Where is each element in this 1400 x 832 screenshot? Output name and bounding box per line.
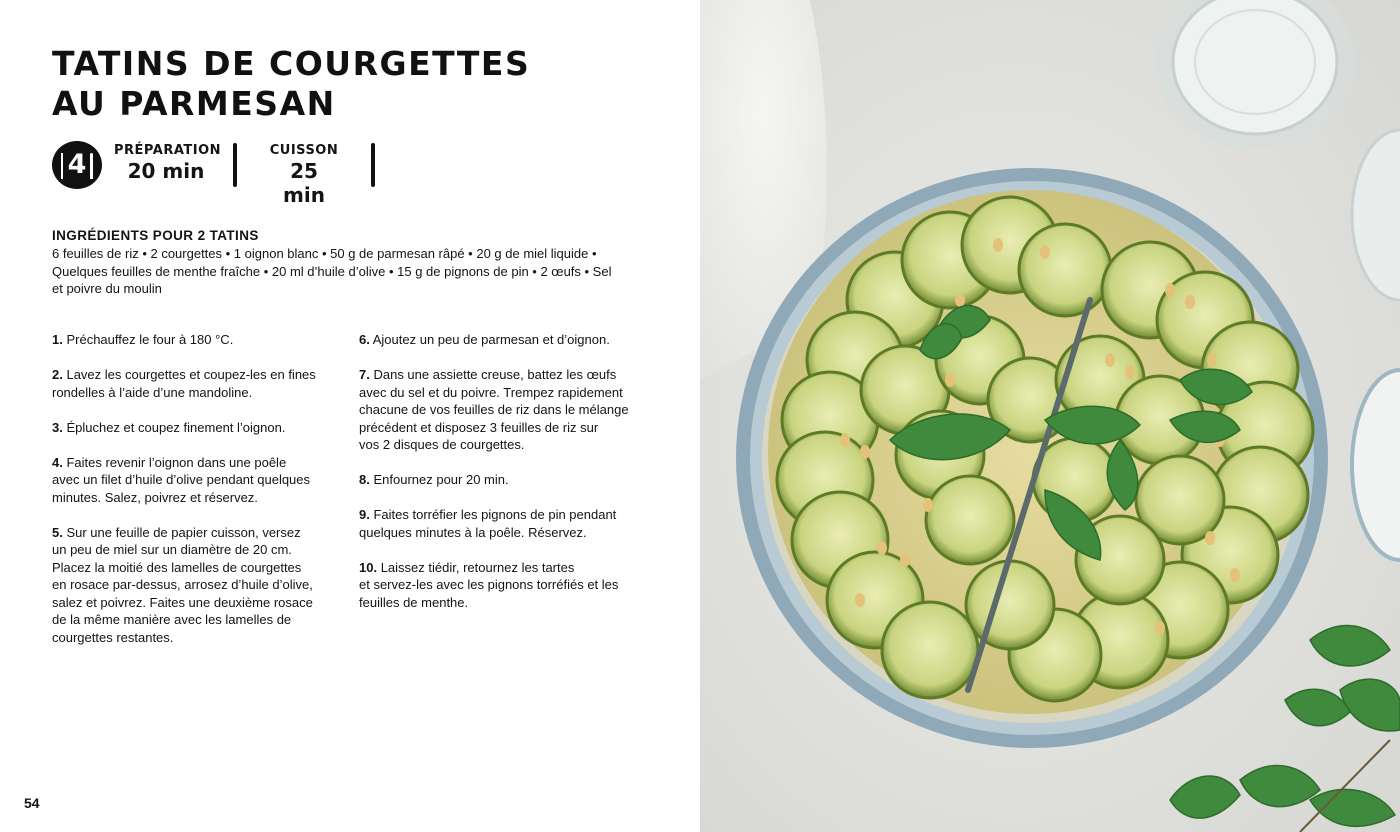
step-line: Épluchez et coupez finement l’oignon. [66,419,286,435]
ingredients-line: 6 feuilles de riz • 2 courgettes • 1 oignon blanc • 50 g de parmesan râpé • 20 g de miel liquide • [52,246,597,261]
food-photo-page [700,0,1400,832]
divider [233,143,237,187]
step-number: 4. [52,454,63,470]
step-line: Lavez les courgettes et coupez-les en fines [66,367,316,382]
steps-column-1 [52,331,337,664]
page-number: 54 [24,795,40,811]
step-line: quelques minutes à la poêle. Réservez. [359,524,587,540]
step-line: salez et poivrez. Faites une deuxième rosace [52,594,313,610]
ingredients-line: et poivre du moulin [52,281,162,296]
ingredients-list [52,245,652,298]
prep-value: 20 min [127,159,205,183]
step-3 [52,419,337,437]
ingredients-line: Quelques feuilles de menthe fraîche • 20 ml d’huile d’olive • 15 g de pignons de pin • 2 œufs • Sel [52,263,612,279]
step-10 [359,559,644,612]
step-line: en rosace par-dessus, arrosez d’huile d’olive, [52,577,313,592]
cook-value: 25 min [283,159,325,207]
recipe-title [52,44,530,124]
step-line: Faites revenir l’oignon dans une poêle [66,454,287,470]
step-line: Dans une assiette creuse, battez les œufs [373,367,617,382]
step-line: avec un filet d’huile d’olive pendant quelques [52,472,311,487]
step-line: vos 2 disques de courgettes. [359,437,525,452]
step-line: courgettes restantes. [52,629,174,645]
servings-badge [52,141,102,189]
divider [371,143,375,187]
step-line: Faites torréfier les pignons de pin pendant [373,507,617,522]
step-number: 6. [359,332,370,347]
step-line: chacune de vos feuilles de riz dans le mélange [359,402,629,417]
prep-label: PRÉPARATION [114,143,222,158]
step-1 [52,331,337,349]
step-line: Laissez tiédir, retournez les tartes [380,559,575,575]
step-number: 3. [52,419,63,435]
step-number: 10. [359,559,378,575]
step-line: Placez la moitié des lamelles de courgettes [52,559,302,575]
ingredients-title: INGRÉDIENTS POUR 2 TATINS [52,228,259,243]
step-line: précédent et disposez 3 feuilles de riz sur [359,419,599,435]
step-9 [359,506,644,541]
cook-time [266,143,342,207]
step-4 [52,454,337,507]
step-5 [52,524,337,647]
steps-column-2 [359,331,644,629]
servings-count: 4 [67,149,87,180]
step-8 [359,471,644,489]
step-number: 2. [52,367,63,382]
step-line: feuilles de menthe. [359,594,469,610]
step-line: et servez-les avec les pignons torréfiés et les [359,577,619,592]
step-line: avec du sel et du poivre. Trempez rapidement [359,384,623,400]
step-7 [359,366,644,454]
step-number: 8. [359,472,370,487]
cook-label: CUISSON [269,143,339,158]
tart-photo [700,0,1400,832]
prep-time [114,143,222,183]
knife-icon [90,153,93,179]
step-line: Sur une feuille de papier cuisson, versez [66,524,301,540]
step-number: 7. [359,367,370,382]
step-number: 9. [359,507,370,522]
step-number: 5. [52,524,63,540]
step-line: Enfournez pour 20 min. [373,472,509,487]
step-line: rondelles à l’aide d’une mandoline. [52,384,253,400]
step-line: Ajoutez un peu de parmesan et d’oignon. [372,332,610,347]
step-2 [52,366,337,401]
step-line: un peu de miel sur un diamètre de 20 cm. [52,542,292,557]
step-line: Préchauffez le four à 180 °C. [66,332,234,347]
step-line: minutes. Salez, poivrez et réservez. [52,489,258,505]
step-6 [359,331,644,349]
title-line-1: TATINS DE COURGETTES [52,44,531,83]
title-line-2: AU PARMESAN [52,84,336,123]
step-number: 1. [52,332,63,347]
step-line: de la même manière avec les lamelles de [52,612,292,627]
